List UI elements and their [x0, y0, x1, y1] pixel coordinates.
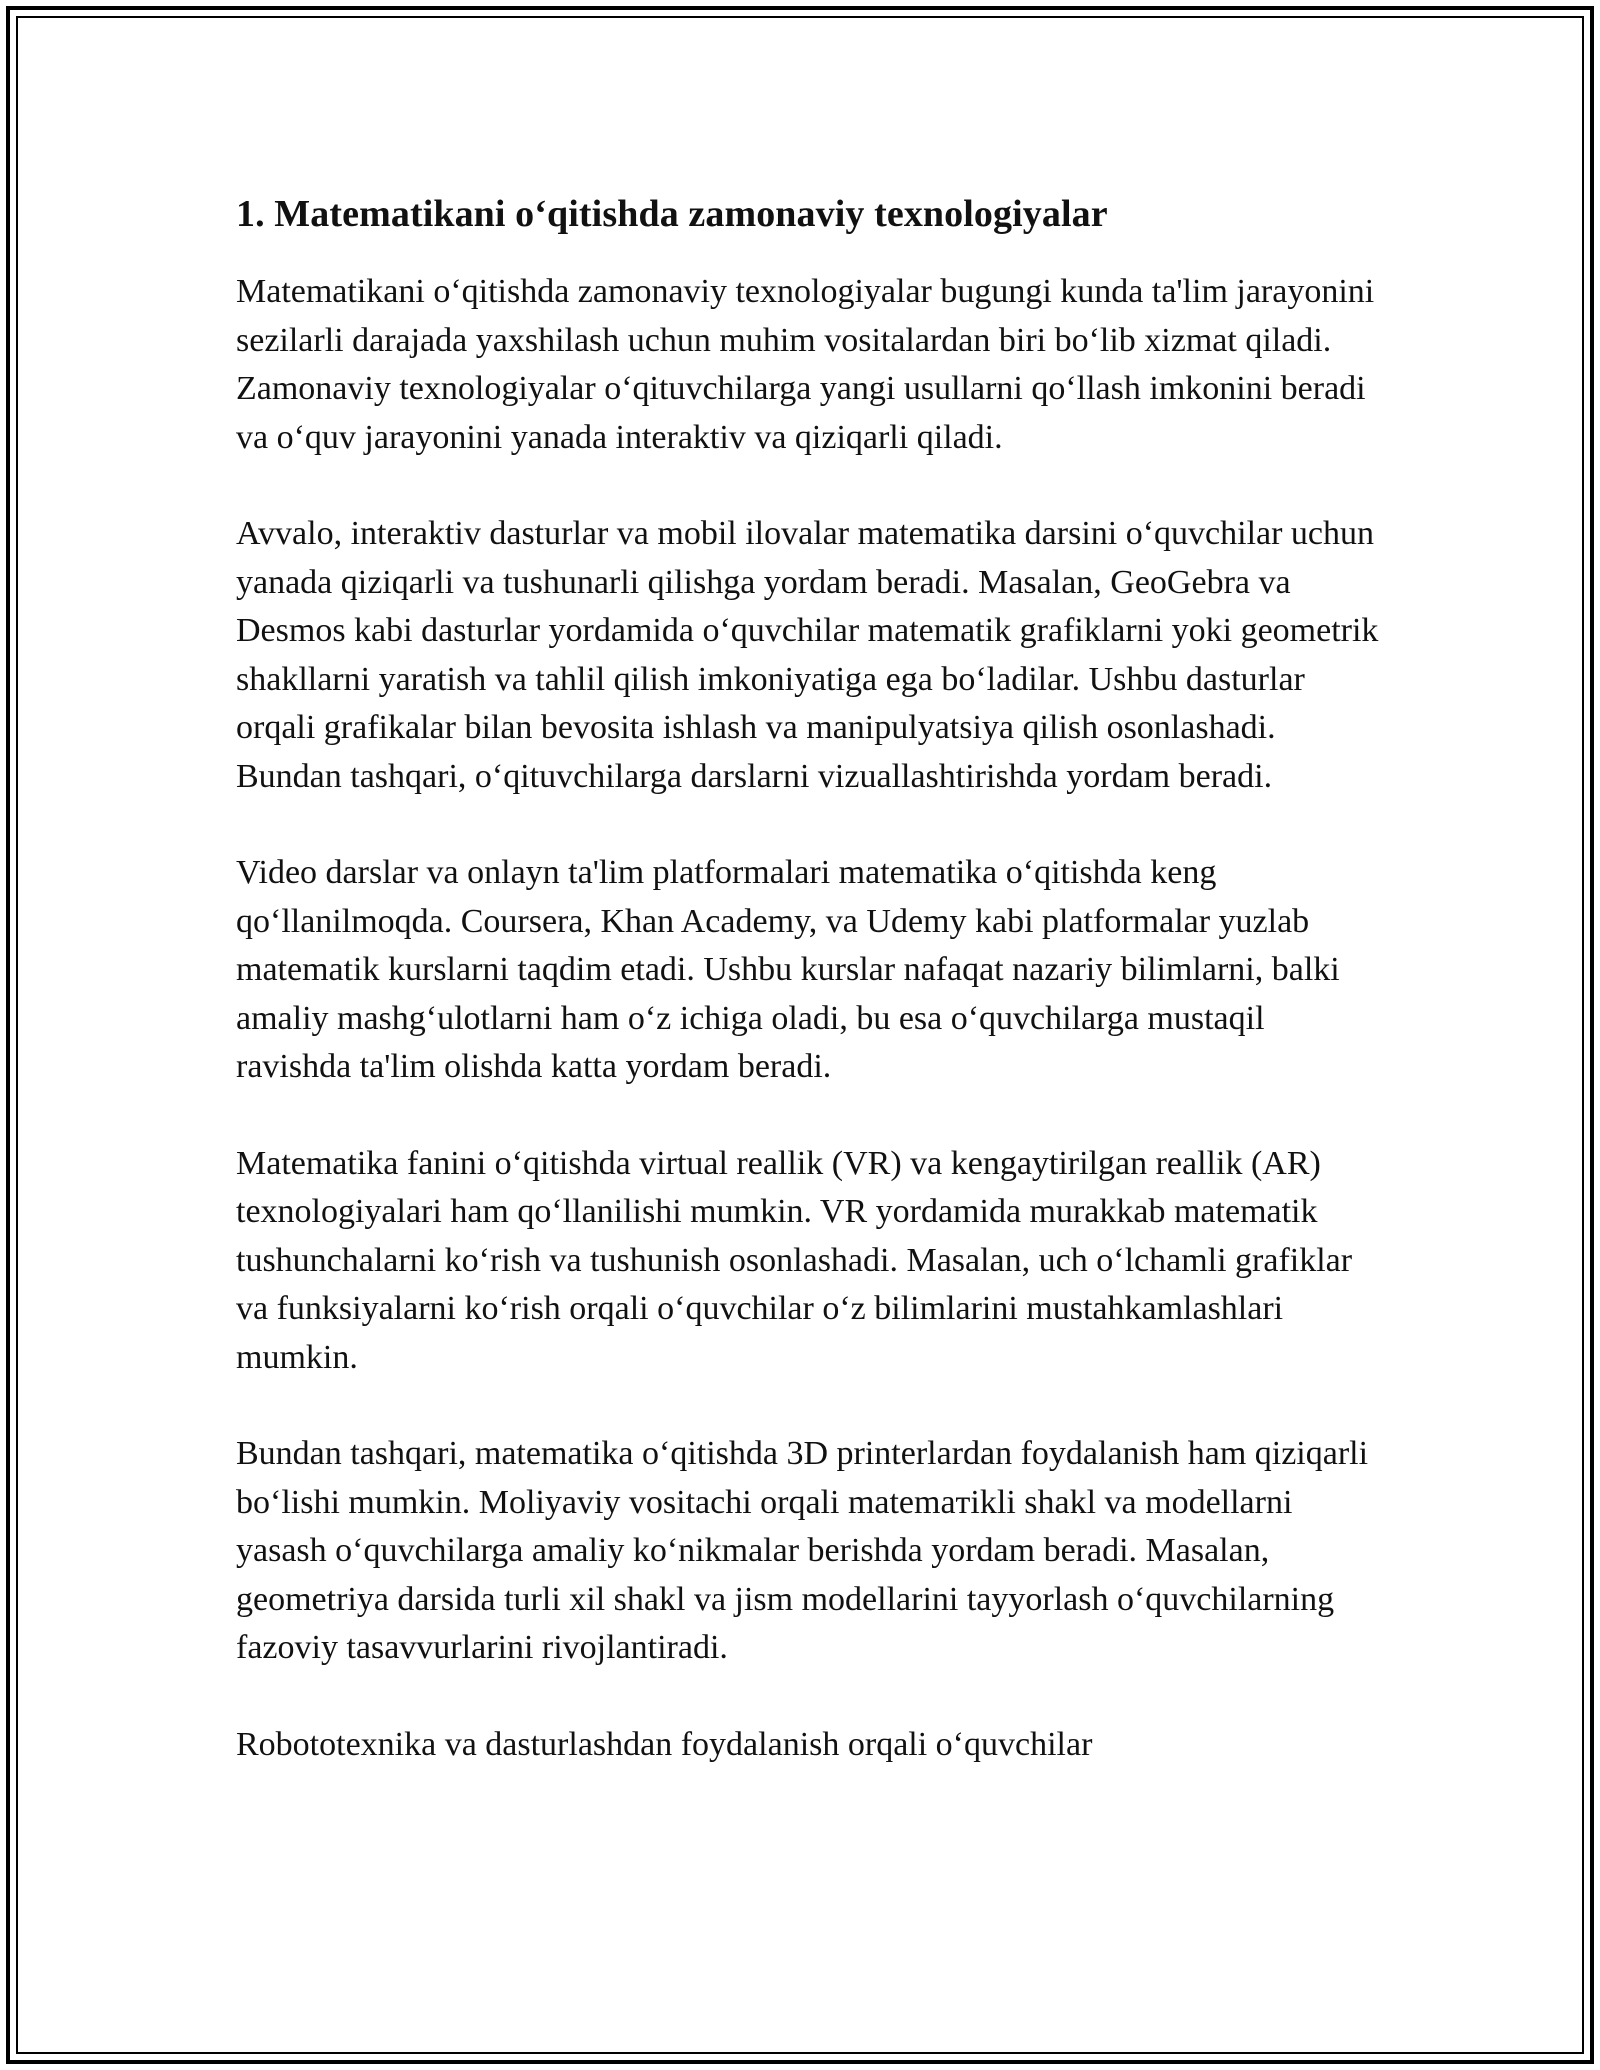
paragraph-interactive-software: Avvalo, interaktiv dasturlar va mobil ilovalar matematika darsini o‘quvchilar uchun yanada qiziqarli va tushunarli qilishga yordam beradi. Masalan, GeoGebra va Desmos kabi dasturlar yordamida o‘quvchilar matematik grafiklarni yoki geometrik shakllarni yaratish va tahlil qilish imkoniyatiga ega bo‘ladilar. Ushbu dasturlar orqali grafikalar bilan bevosita ishlash va manipulyatsiya qilish osonlashadi. Bundan tashqari, o‘qituvchilarga darslarni vizuallashtirishda yordam beradi. — [236, 515, 1379, 795]
document-body — [236, 186, 1386, 1817]
paragraph-online-platforms: Video darslar va onlayn ta'lim platformalari matematika o‘qitishda keng qo‘llanilmoqda. Coursera, Khan Academy, va Udemy kabi platformalar yuzlab matematik kurslarni taqdim etadi. Ushbu kurslar nafaqat nazariy bilimlarni, balki amaliy mashg‘ulotlarni ham o‘z ichiga oladi, bu esa o‘quvchilarga mustaqil ravishda ta'lim olishda katta yordam beradi. — [236, 854, 1340, 1085]
paragraph-vr-ar: Matematika fanini o‘qitishda virtual reallik (VR) va kengaytirilgan reallik (AR) texnologiyalari ham qo‘llanilishi mumkin. VR yordamida murakkab matematik tushunchalarni ko‘rish va tushunish osonlashadi. Masalan, uch o‘lchamli grafiklar va funksiyalarni ko‘rish orqali o‘quvchilar o‘z bilimlarini mustahkamlashlari mumkin. — [236, 1144, 1353, 1376]
paragraph-3d-printing: Bundan tashqari, matematika o‘qitishda 3D printerlardan foydalanish ham qiziqarli bo‘lishi mumkin. Moliyaviy vositachi orqali matemaтikli shakl va modellarni yasash o‘quvchilarga amaliy ko‘nikmalar berishda yordam beradi. Masalan, geometriya darsida turli xil shakl va jism modellarini tayyorlash o‘quvchilarning fazoviy tasavvurlarini rivojlantiradi. — [236, 1435, 1369, 1666]
section-heading: 1. Matematikani o‘qitishda zamonaviy texnologiyalar — [236, 193, 1108, 235]
paragraph-robotics: Robototexnika va dasturlashdan foydalanish orqali o‘quvchilar — [236, 1725, 1093, 1763]
paragraph-intro: Matematikani o‘qitishda zamonaviy texnologiyalar bugungi kunda ta'lim jarayonini sezilarli darajada yaxshilash uchun muhim vositalardan biri bo‘lib xizmat qiladi. Zamonaviy texnologiyalar o‘qituvchilarga yangi usullarni qo‘llash imkonini beradi va o‘quv jarayonini yanada interaktiv va qiziqarli qiladi. — [236, 273, 1375, 456]
